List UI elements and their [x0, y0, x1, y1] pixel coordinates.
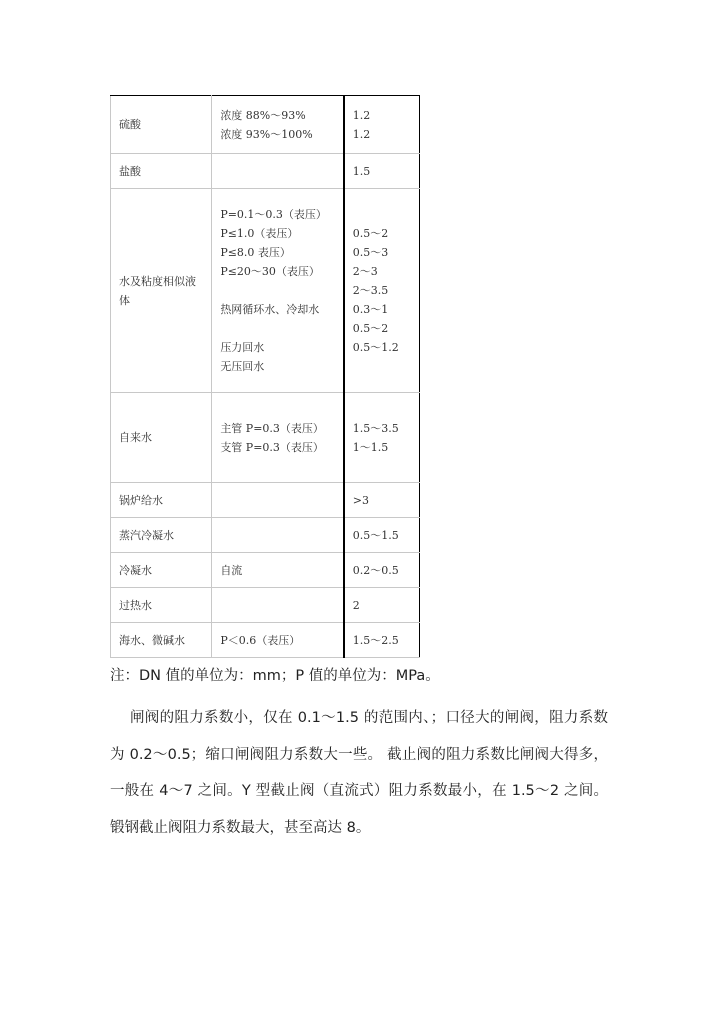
body-paragraph: 闸阀的阻力系数小，仅在 0.1～1.5 的范围内、；口径大的闸阀，阻力系数为 0.2～0.5；缩口闸阀阻力系数大一些。 截止阀的阻力系数比闸阀大得多，一般在 4～7 之间。Y 型截止阀（直流式）阻力系数最小，在 1.5～2 之间。锻钢截止阀阻力系数最大，甚至高达 8。 — [110, 710, 608, 836]
value-cell — [344, 553, 420, 588]
value-line: 2～3 — [352, 265, 378, 278]
table-row — [111, 96, 420, 154]
value-line: >3 — [352, 493, 369, 507]
medium-cell: 锅炉给水 — [111, 483, 212, 518]
condition-cell — [212, 96, 344, 154]
condition-line: 压力回水 — [220, 341, 265, 354]
value-line: 1.2 — [352, 108, 371, 122]
condition-cell — [212, 623, 344, 658]
condition-cell — [212, 483, 344, 518]
condition-line: 主管 P=0.3（表压） — [220, 421, 324, 435]
table-note: 注：DN 值的单位为：mm；P 值的单位为：MPa。 — [110, 668, 440, 684]
medium-cell: 海水、微碱水 — [111, 623, 212, 658]
condition-cell — [212, 518, 344, 553]
condition-line: 热网循环水、冷却水 — [220, 303, 320, 316]
value-line: 1.5～2.5 — [352, 633, 399, 647]
condition-cell — [212, 553, 344, 588]
medium-cell: 盐酸 — [111, 154, 212, 189]
value-line: 2 — [352, 598, 360, 612]
condition-cell — [212, 189, 344, 393]
value-cell — [344, 623, 420, 658]
value-cell — [344, 483, 420, 518]
value-cell — [344, 96, 420, 154]
table-row — [111, 154, 420, 189]
flow-velocity-table — [110, 95, 420, 658]
value-cell — [344, 189, 420, 393]
condition-line: P≤20～30（表压） — [220, 265, 320, 278]
value-cell — [344, 393, 420, 483]
condition-line: P＜0.6（表压） — [220, 633, 301, 647]
value-line: 1～1.5 — [352, 440, 389, 454]
condition-line — [220, 281, 336, 300]
table-row — [111, 588, 420, 623]
condition-line: 无压回水 — [220, 360, 265, 373]
table-row — [111, 483, 420, 518]
condition-cell — [212, 393, 344, 483]
table-row — [111, 189, 420, 393]
medium-cell: 水及粘度相似液体 — [111, 189, 212, 393]
table-row — [111, 518, 420, 553]
value-line: 1.5～3.5 — [352, 421, 399, 435]
condition-cell — [212, 588, 344, 623]
condition-line: 自流 — [220, 563, 243, 577]
condition-line: 浓度 93%～100% — [220, 127, 313, 141]
value-line: 0.5～1.2 — [352, 341, 399, 354]
value-line: 0.2～0.5 — [352, 563, 399, 577]
table-row — [111, 393, 420, 483]
condition-line: 浓度 88%～93% — [220, 108, 306, 122]
value-line: 2～3.5 — [352, 284, 389, 297]
value-line: 0.3～1 — [352, 303, 389, 316]
condition-line: P≤8.0 表压） — [220, 246, 291, 259]
medium-cell: 硫酸 — [111, 96, 212, 154]
value-line: 0.5～1.5 — [352, 528, 399, 542]
condition-line — [220, 319, 336, 338]
condition-cell — [212, 154, 344, 189]
medium-cell: 过热水 — [111, 588, 212, 623]
table-row — [111, 553, 420, 588]
medium-cell: 冷凝水 — [111, 553, 212, 588]
condition-line: P≤1.0（表压） — [220, 227, 299, 240]
condition-line: 支管 P=0.3（表压） — [220, 440, 324, 454]
value-cell — [344, 154, 420, 189]
value-line: 1.5 — [352, 164, 371, 178]
table-row — [111, 623, 420, 658]
value-line: 0.5～2 — [352, 322, 389, 335]
table-body — [111, 96, 420, 658]
value-line: 0.5～3 — [352, 246, 389, 259]
medium-cell: 蒸汽冷凝水 — [111, 518, 212, 553]
condition-line: P=0.1～0.3（表压） — [220, 208, 327, 221]
value-line: 1.2 — [352, 127, 371, 141]
value-cell — [344, 518, 420, 553]
value-cell — [344, 588, 420, 623]
value-line: 0.5～2 — [352, 227, 389, 240]
medium-cell: 自来水 — [111, 393, 212, 483]
